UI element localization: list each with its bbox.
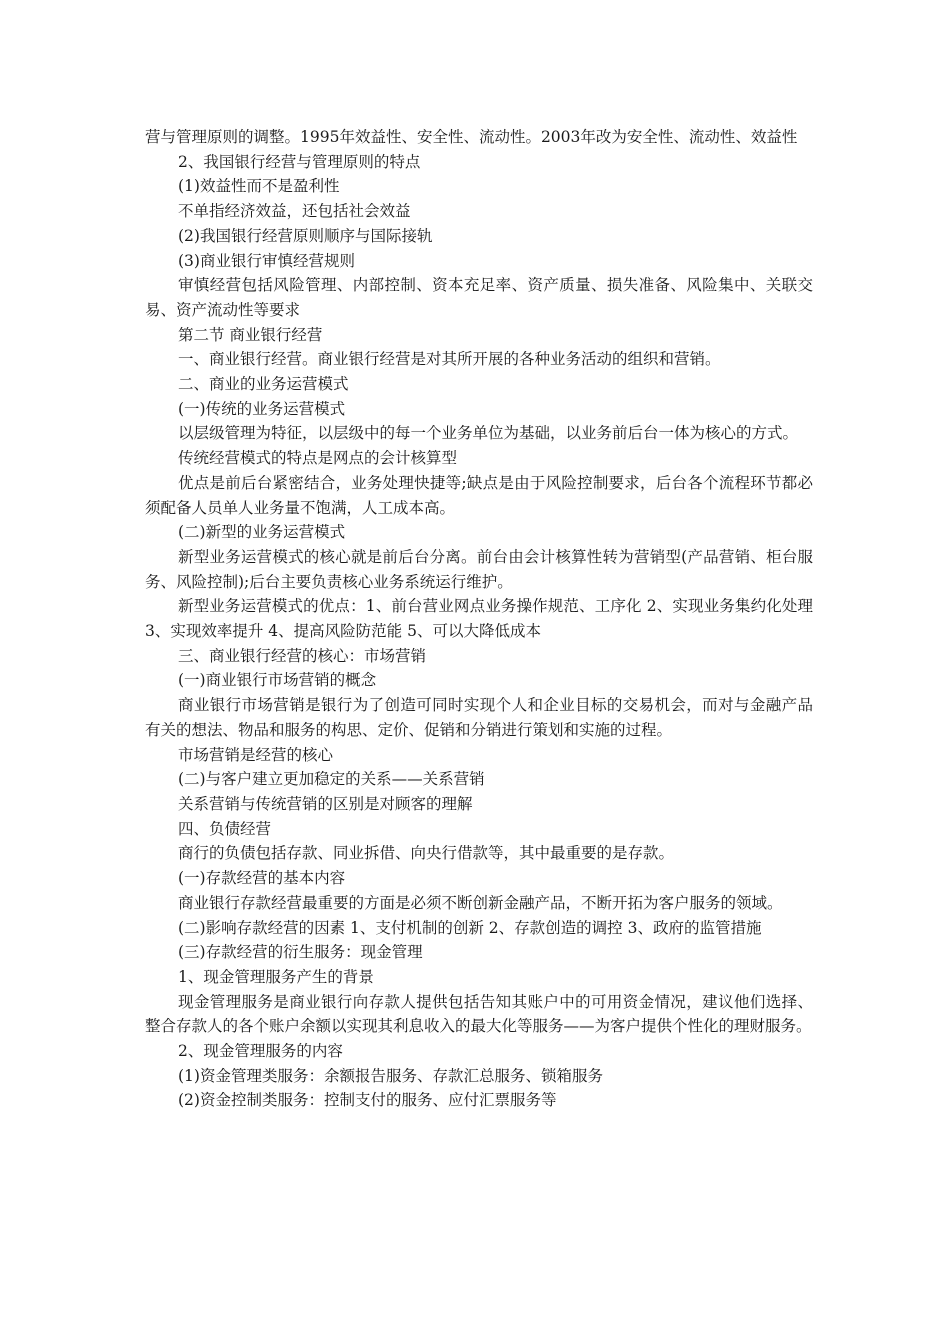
paragraph: (三)存款经营的衍生服务：现金管理 bbox=[178, 943, 423, 962]
paragraph: (二)与客户建立更加稳定的关系——关系营销 bbox=[178, 770, 485, 789]
paragraph: 二、商业的业务运营模式 bbox=[178, 375, 349, 394]
paragraph: 审慎经营包括风险管理、内部控制、资本充足率、资产质量、损失准备、风险集中、关联交易、资产流动性等要求 bbox=[145, 276, 813, 319]
paragraph: 商行的负债包括存款、同业拆借、向央行借款等，其中最重要的是存款。 bbox=[178, 844, 675, 863]
paragraph: 2、现金管理服务的内容 bbox=[178, 1042, 343, 1061]
paragraph: 不单指经济效益，还包括社会效益 bbox=[178, 202, 411, 221]
paragraph: (一)传统的业务运营模式 bbox=[178, 399, 346, 418]
paragraph: 市场营销是经营的核心 bbox=[178, 745, 334, 764]
paragraph: (二)影响存款经营的因素 1、支付机制的创新 2、存款创造的调控 3、政府的监管措施 bbox=[178, 918, 762, 937]
paragraph: (一)商业银行市场营销的概念 bbox=[178, 671, 377, 690]
paragraph: (二)新型的业务运营模式 bbox=[178, 523, 346, 542]
paragraph: (3)商业银行审慎经营规则 bbox=[178, 251, 355, 270]
paragraph: 商业银行市场营销是银行为了创造可同时实现个人和企业目标的交易机会，而对与金融产品有关的想法、物品和服务的构思、定价、促销和分销进行策划和实施的过程。 bbox=[145, 696, 813, 739]
paragraph: 新型业务运营模式的核心就是前后台分离。前台由会计核算性转为营销型(产品营销、柜台服务、风险控制);后台主要负责核心业务系统运行维护。 bbox=[145, 547, 813, 591]
paragraph: (1)效益性而不是盈利性 bbox=[178, 177, 340, 196]
paragraph: 2、我国银行经营与管理原则的特点 bbox=[178, 152, 421, 171]
paragraph: (2)我国银行经营原则顺序与国际接轨 bbox=[178, 226, 433, 245]
paragraph: 商业银行存款经营最重要的方面是必须不断创新金融产品，不断开拓为客户服务的领域。 bbox=[178, 893, 783, 912]
paragraph: 传统经营模式的特点是网点的会计核算型 bbox=[178, 449, 458, 468]
paragraph: 四、负债经营 bbox=[178, 819, 272, 838]
paragraph: 第二节 商业银行经营 bbox=[178, 325, 323, 344]
paragraph: 优点是前后台紧密结合，业务处理快捷等;缺点是由于风险控制要求，后台各个流程环节都必须配备人员单人业务量不饱满，人工成本高。 bbox=[145, 473, 813, 517]
document-body bbox=[145, 125, 813, 1113]
paragraph: 三、商业银行经营的核心：市场营销 bbox=[178, 646, 427, 665]
paragraph: 营与管理原则的调整。1995年效益性、安全性、流动性。2003年改为安全性、流动性、效益性 bbox=[145, 128, 798, 146]
paragraph: 关系营销与传统营销的区别是对顾客的理解 bbox=[178, 794, 473, 813]
paragraph: 新型业务运营模式的优点：1、前台营业网点业务操作规范、工序化 2、实现业务集约化处理 3、实现效率提升 4、提高风险防范能 5、可以大降低成本 bbox=[145, 597, 813, 641]
paragraph: (2)资金控制类服务：控制支付的服务、应付汇票服务等 bbox=[178, 1091, 557, 1110]
paragraph: 1、现金管理服务产生的背景 bbox=[178, 967, 374, 986]
paragraph: 以层级管理为特征，以层级中的每一个业务单位为基础，以业务前后台一体为核心的方式。 bbox=[178, 424, 799, 443]
paragraph: (一)存款经营的基本内容 bbox=[178, 869, 346, 888]
paragraph: 一、商业银行经营。商业银行经营是对其所开展的各种业务活动的组织和营销。 bbox=[178, 350, 721, 369]
paragraph: 现金管理服务是商业银行向存款人提供包括告知其账户中的可用资金情况，建议他们选择、整合存款人的各个账户余额以实现其利息收入的最大化等服务——为客户提供个性化的理财服务。 bbox=[145, 992, 813, 1036]
paragraph: (1)资金管理类服务：余额报告服务、存款汇总服务、锁箱服务 bbox=[178, 1066, 603, 1085]
